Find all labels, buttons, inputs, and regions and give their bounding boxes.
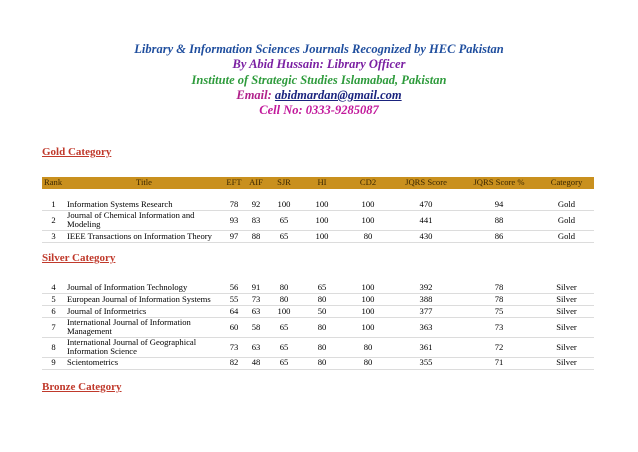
- jqrs-percent-cell: 75: [459, 306, 539, 318]
- title-cell: Information Systems Research: [65, 199, 223, 211]
- aif-cell: 91: [245, 282, 267, 294]
- table-header-row: [42, 177, 594, 189]
- jqrs-percent-cell: 73: [459, 318, 539, 338]
- hi-cell: 80: [301, 337, 343, 357]
- title-cell: Journal of Information Technology: [65, 282, 223, 294]
- jqrs-score-cell: 388: [393, 294, 459, 306]
- category-cell: Gold: [539, 230, 594, 242]
- jqrs-percent-cell: 78: [459, 282, 539, 294]
- sjr-cell: 65: [267, 211, 301, 231]
- gold-table-body: [42, 189, 594, 242]
- jqrs-score-cell: 392: [393, 282, 459, 294]
- aif-cell: 63: [245, 337, 267, 357]
- table-row: [42, 230, 594, 242]
- hi-cell: 65: [301, 282, 343, 294]
- eft-cell: 60: [223, 318, 245, 338]
- eft-cell: 64: [223, 306, 245, 318]
- aif-cell: 48: [245, 357, 267, 369]
- eft-cell: 93: [223, 211, 245, 231]
- sjr-cell: 65: [267, 337, 301, 357]
- jqrs-score-cell: 430: [393, 230, 459, 242]
- aif-cell: 63: [245, 306, 267, 318]
- sjr-cell: 65: [267, 230, 301, 242]
- rank-cell: 4: [42, 282, 65, 294]
- sjr-cell: 80: [267, 294, 301, 306]
- category-cell: Silver: [539, 318, 594, 338]
- cd2-cell: 100: [343, 211, 393, 231]
- sjr-cell: 100: [267, 199, 301, 211]
- jqrs-percent-cell: 71: [459, 357, 539, 369]
- cd2-cell: 100: [343, 282, 393, 294]
- aif-cell: 73: [245, 294, 267, 306]
- document-title: Library & Information Sciences Journals Recognized by HEC Pakistan: [134, 42, 504, 56]
- rank-cell: 1: [42, 199, 65, 211]
- table-row: [42, 294, 594, 306]
- author-line: By Abid Hussain: Library Officer: [232, 57, 406, 72]
- cd2-cell: 100: [343, 199, 393, 211]
- hi-cell: 80: [301, 357, 343, 369]
- table-row: [42, 282, 594, 294]
- rank-cell: 9: [42, 357, 65, 369]
- jqrs-score-cell: 470: [393, 199, 459, 211]
- category-cell: Silver: [539, 306, 594, 318]
- eft-cell: 55: [223, 294, 245, 306]
- cd2-cell: 100: [343, 306, 393, 318]
- aif-cell: 92: [245, 199, 267, 211]
- title-cell: Scientometrics: [65, 357, 223, 369]
- eft-cell: 78: [223, 199, 245, 211]
- silver-table-body: [42, 282, 594, 369]
- hi-cell: 100: [301, 199, 343, 211]
- col-jqrs-score-header: JQRS Score: [393, 177, 459, 189]
- col-title-header: Title: [65, 177, 223, 189]
- eft-cell: 73: [223, 337, 245, 357]
- rank-cell: 3: [42, 230, 65, 242]
- jqrs-percent-cell: 78: [459, 294, 539, 306]
- col-aif-header: AIF: [245, 177, 267, 189]
- gold-category-heading: Gold Category: [42, 146, 112, 158]
- eft-cell: 97: [223, 230, 245, 242]
- cd2-cell: 80: [343, 230, 393, 242]
- rank-cell: 6: [42, 306, 65, 318]
- eft-cell: 56: [223, 282, 245, 294]
- rank-cell: 2: [42, 211, 65, 231]
- table-row: [42, 337, 594, 357]
- jqrs-score-cell: 361: [393, 337, 459, 357]
- col-cd2-header: CD2: [343, 177, 393, 189]
- jqrs-percent-cell: 86: [459, 230, 539, 242]
- email-link[interactable]: abidmardan@gmail.com: [274, 87, 402, 102]
- title-cell: International Journal of Information Management: [65, 318, 223, 338]
- title-cell: International Journal of Geographical Information Science: [65, 337, 223, 357]
- jqrs-score-cell: 363: [393, 318, 459, 338]
- bronze-category-heading: Bronze Category: [42, 381, 122, 393]
- silver-category-heading: Silver Category: [42, 252, 116, 264]
- document-header: [0, 42, 638, 118]
- jqrs-score-cell: 441: [393, 211, 459, 231]
- sjr-cell: 100: [267, 306, 301, 318]
- title-cell: European Journal of Information Systems: [65, 294, 223, 306]
- hi-cell: 50: [301, 306, 343, 318]
- table-row: [42, 318, 594, 338]
- aif-cell: 88: [245, 230, 267, 242]
- table-row: [42, 211, 594, 231]
- silver-table: [42, 282, 594, 370]
- col-rank-header: Rank: [42, 177, 65, 189]
- title-cell: Journal of Informetrics: [65, 306, 223, 318]
- category-cell: Silver: [539, 294, 594, 306]
- jqrs-percent-cell: 94: [459, 199, 539, 211]
- table-row: [42, 199, 594, 211]
- cd2-cell: 80: [343, 357, 393, 369]
- sjr-cell: 80: [267, 282, 301, 294]
- jqrs-percent-cell: 72: [459, 337, 539, 357]
- hi-cell: 80: [301, 294, 343, 306]
- rank-cell: 5: [42, 294, 65, 306]
- table-row: [42, 357, 594, 369]
- gold-table: [42, 177, 594, 243]
- cell-line: Cell No: 0333-9285087: [259, 103, 379, 118]
- hi-cell: 80: [301, 318, 343, 338]
- jqrs-score-cell: 355: [393, 357, 459, 369]
- cd2-cell: 100: [343, 318, 393, 338]
- rank-cell: 8: [42, 337, 65, 357]
- category-cell: Silver: [539, 357, 594, 369]
- aif-cell: 58: [245, 318, 267, 338]
- col-hi-header: HI: [301, 177, 343, 189]
- title-cell: Journal of Chemical Information and Modeling: [65, 211, 223, 231]
- hi-cell: 100: [301, 230, 343, 242]
- col-eft-header: EFT: [223, 177, 245, 189]
- cd2-cell: 100: [343, 294, 393, 306]
- category-cell: Gold: [539, 211, 594, 231]
- category-cell: Silver: [539, 337, 594, 357]
- title-cell: IEEE Transactions on Information Theory: [65, 230, 223, 242]
- category-cell: Silver: [539, 282, 594, 294]
- sjr-cell: 65: [267, 318, 301, 338]
- email-label: Email:: [236, 87, 272, 102]
- email-line: [0, 88, 638, 103]
- jqrs-percent-cell: 88: [459, 211, 539, 231]
- col-jqrs-percent-header: JQRS Score %: [459, 177, 539, 189]
- category-cell: Gold: [539, 199, 594, 211]
- rank-cell: 7: [42, 318, 65, 338]
- col-category-header: Category: [539, 177, 594, 189]
- hi-cell: 100: [301, 211, 343, 231]
- jqrs-score-cell: 377: [393, 306, 459, 318]
- aif-cell: 83: [245, 211, 267, 231]
- col-sjr-header: SJR: [267, 177, 301, 189]
- table-row: [42, 306, 594, 318]
- sjr-cell: 65: [267, 357, 301, 369]
- institute-line: Institute of Strategic Studies Islamabad, Pakistan: [191, 72, 447, 87]
- cd2-cell: 80: [343, 337, 393, 357]
- eft-cell: 82: [223, 357, 245, 369]
